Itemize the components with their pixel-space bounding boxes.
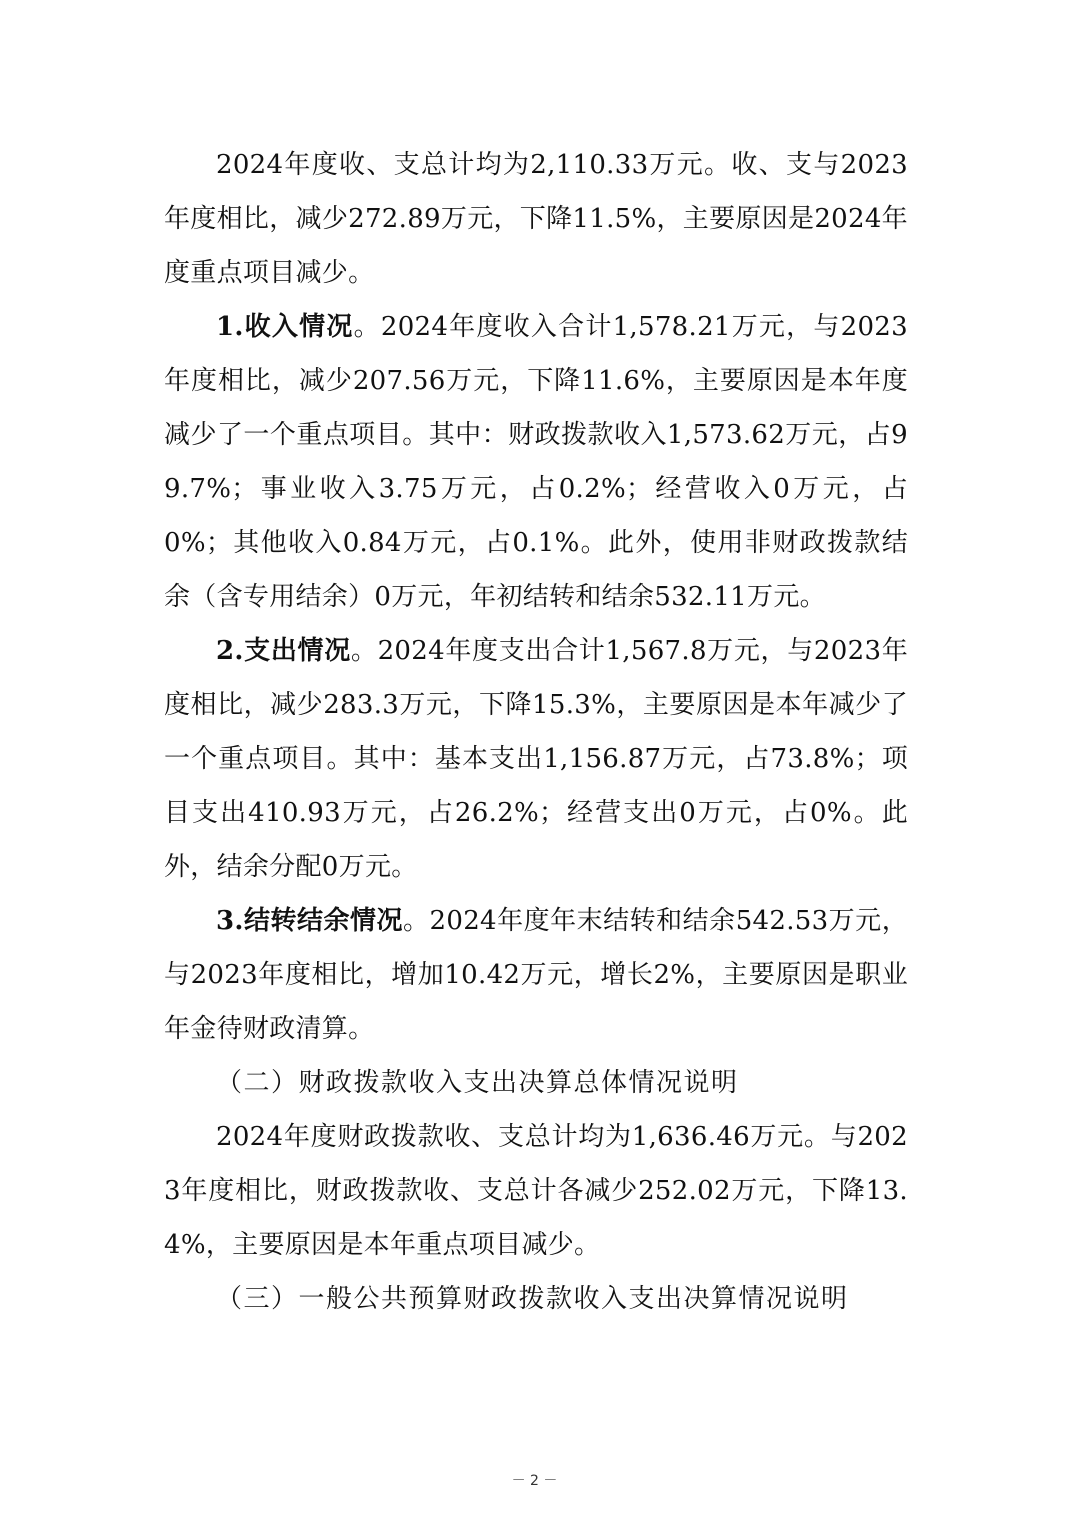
income-body: 。2024年度收入合计1,578.21万元，与2023年度相比，减少207.56万元，下降11.6%，主要原因是本年度减少了一个重点项目。其中：财政拨款收入1,573.62万元，占99.7%；事业收入3.75万元，占0.2%；经营收入0万元，占0%；其他收入0.84万元，占0.1%。此外，使用非财政拨款结余（含专用结余）0万元，年初结转和结余532.11万元。 xyxy=(164,312,908,612)
section-3-heading: （三）一般公共预算财政拨款收入支出决算情况说明 xyxy=(216,1284,849,1314)
expense-paragraph xyxy=(164,624,908,894)
document-body xyxy=(164,138,908,1326)
page-number: － 2 － xyxy=(511,1473,558,1489)
section-2-paragraph: 2024年度财政拨款收、支总计均为1,636.46万元。与2023年度相比，财政拨款收、支总计各减少252.02万元，下降13.4%，主要原因是本年重点项目减少。 xyxy=(164,1122,908,1260)
expense-lead: 2.支出情况 xyxy=(216,636,351,666)
income-lead: 1.收入情况 xyxy=(216,312,354,342)
balance-paragraph xyxy=(164,894,908,1056)
balance-body: 。2024年度年末结转和结余542.53万元，与2023年度相比，增加10.42万元，增长2%，主要原因是职业年金待财政清算。 xyxy=(164,906,908,1044)
income-paragraph xyxy=(164,300,908,624)
expense-body: 。2024年度支出合计1,567.8万元，与2023年度相比，减少283.3万元，下降15.3%，主要原因是本年减少了一个重点项目。其中：基本支出1,156.87万元，占73.8%；项目支出410.93万元，占26.2%；经营支出0万元，占0%。此外，结余分配0万元。 xyxy=(164,636,908,882)
section-2-heading: （二）财政拨款收入支出决算总体情况说明 xyxy=(216,1068,739,1098)
balance-lead: 3.结转结余情况 xyxy=(216,906,404,936)
intro-paragraph: 2024年度收、支总计均为2,110.33万元。收、支与2023年度相比，减少272.89万元，下降11.5%，主要原因是2024年度重点项目减少。 xyxy=(164,150,908,288)
